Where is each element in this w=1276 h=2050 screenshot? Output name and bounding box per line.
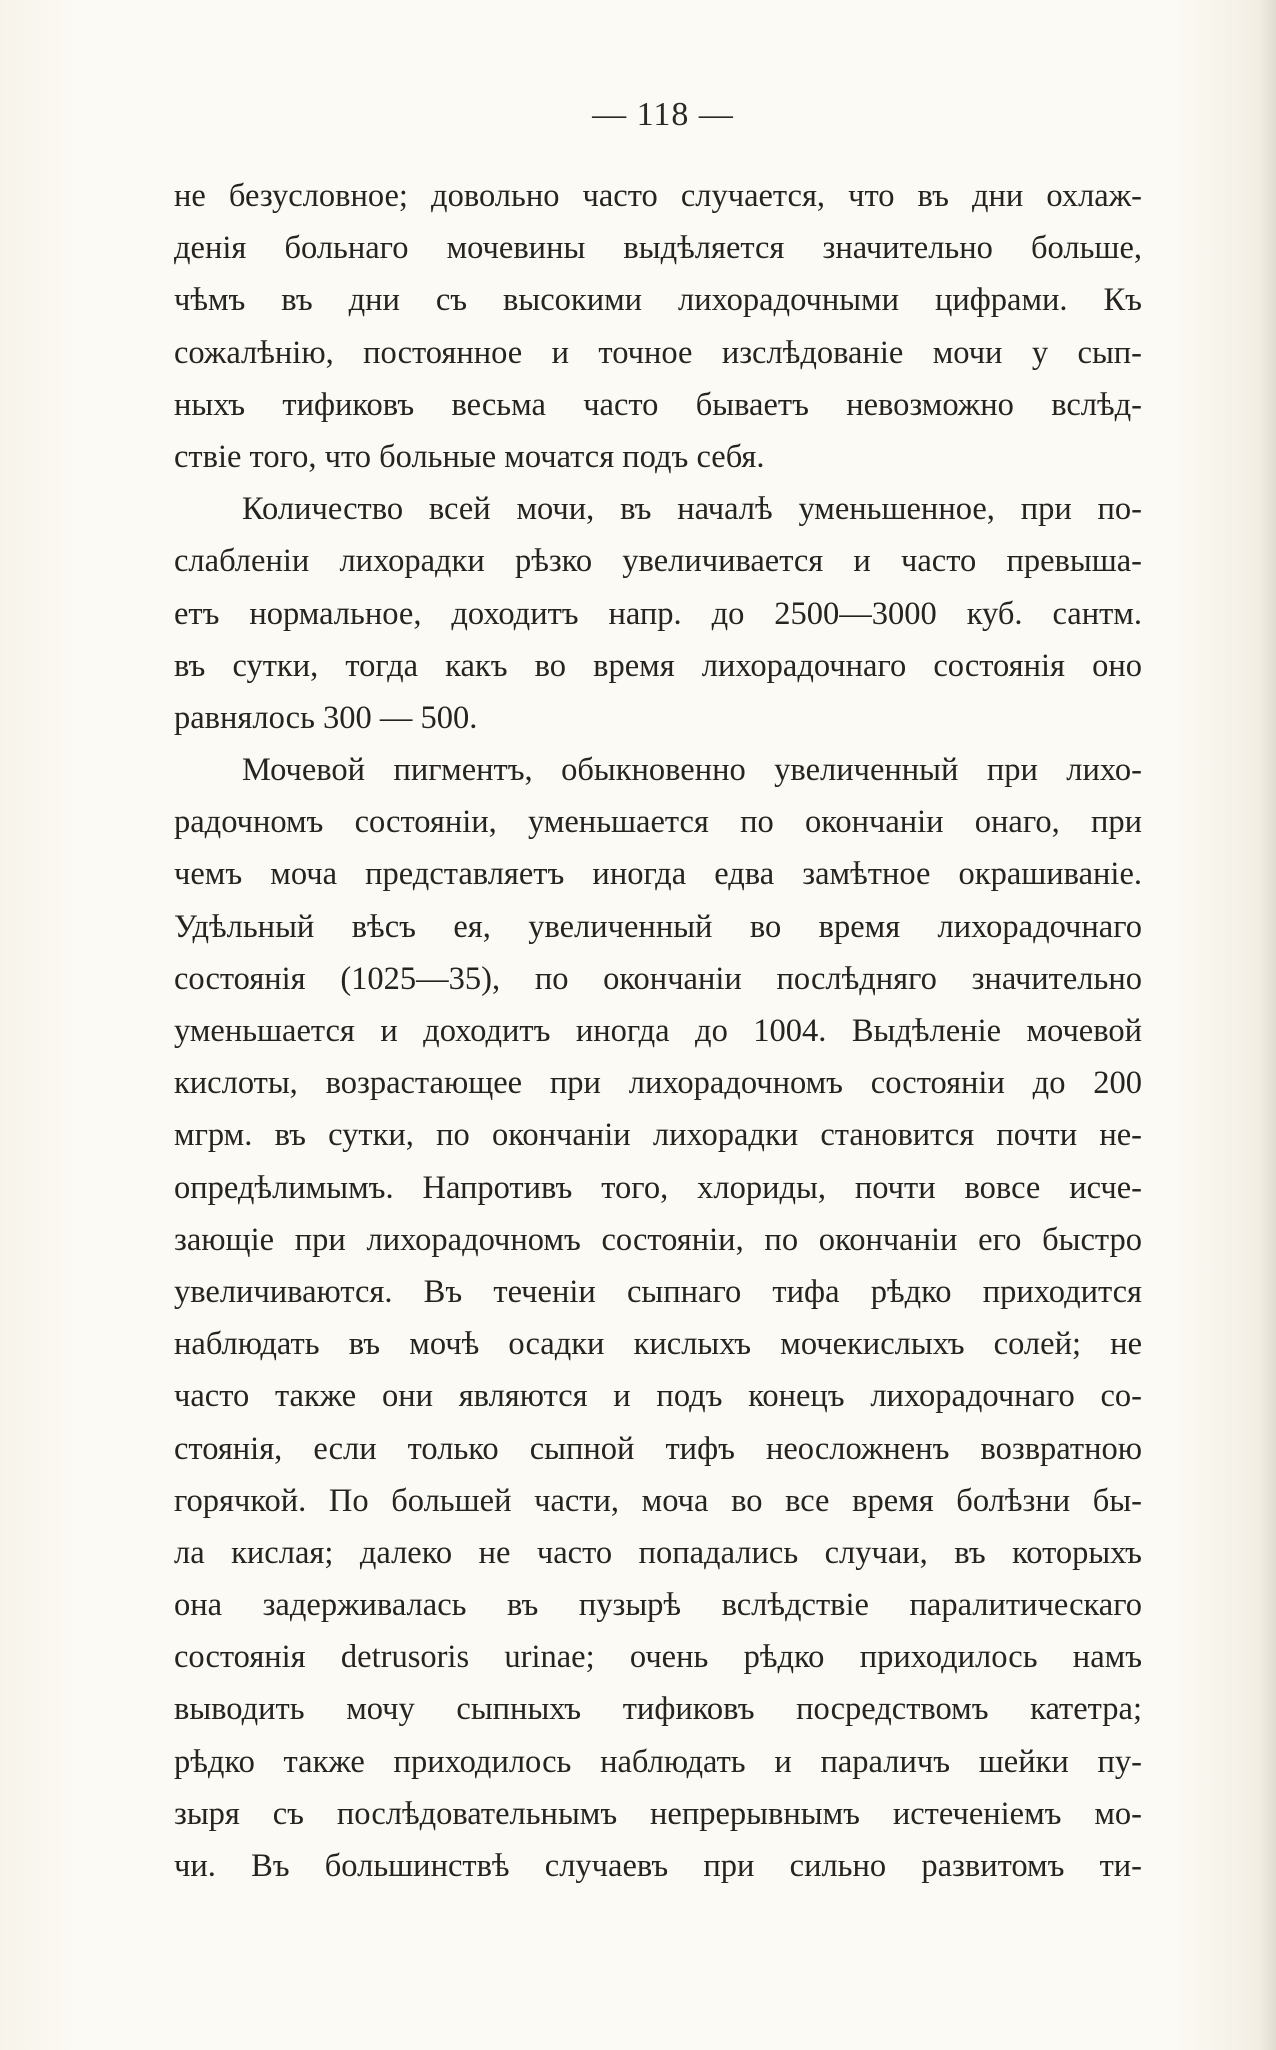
text-line: Мочевой пигментъ, обыкновенно увеличенный при лихо- xyxy=(242,752,1142,789)
text-line: зыря съ послѣдовательнымъ непрерывнымъ истеченіемъ мо- xyxy=(174,1795,1142,1832)
text-line: состоянія (1025—35), по окончаніи послѣдняго значительно xyxy=(174,960,1142,997)
text-line: Удѣльный вѣсъ ея, увеличенный во время лихорадочнаго xyxy=(174,908,1142,945)
body-text xyxy=(174,170,1142,1892)
text-line: кислоты, возрастающее при лихорадочномъ состояніи до 200 xyxy=(174,1065,1142,1102)
text-line: наблюдать въ мочѣ осадки кислыхъ мочекислыхъ солей; не xyxy=(174,1326,1142,1363)
text-line: состоянія detrusoris urinae; очень рѣдко приходилось намъ xyxy=(174,1639,1142,1676)
text-line: етъ нормальное, доходитъ напр. до 2500—3000 куб. сантм. xyxy=(174,595,1142,632)
text-line: уменьшается и доходитъ иногда до 1004. Выдѣленіе мочевой xyxy=(174,1013,1142,1049)
text-line: ныхъ тификовъ весьма часто бываетъ невозможно вслѣд- xyxy=(174,386,1142,423)
text-line: часто также они являются и подъ конецъ лихорадочнаго со- xyxy=(174,1378,1142,1415)
text-line: денія больнаго мочевины выдѣляется значительно больше, xyxy=(174,230,1142,267)
text-line: горячкой. По большей части, моча во все время болѣзни бы- xyxy=(174,1482,1142,1519)
text-line: выводить мочу сыпныхъ тификовъ посредствомъ катетра; xyxy=(174,1691,1142,1728)
page-number: — 118 — xyxy=(592,96,734,133)
text-line: зающіе при лихорадочномъ состояніи, по окончаніи его быстро xyxy=(174,1221,1142,1258)
text-line: она задерживалась въ пузырѣ вслѣдствіе паралитическаго xyxy=(174,1587,1142,1624)
text-line: равнялось 300 — 500. xyxy=(174,699,478,736)
text-line: ла кислая; далеко не часто попадались случаи, въ которыхъ xyxy=(174,1534,1142,1571)
text-line: мгрм. въ сутки, по окончаніи лихорадки становится почти не- xyxy=(174,1117,1142,1154)
text-line: чемъ моча представляетъ иногда едва замѣтное окрашиваніе. xyxy=(174,856,1142,893)
text-line: увеличиваются. Въ теченіи сыпнаго тифа рѣдко приходится xyxy=(174,1273,1142,1310)
text-line: стоянія, если только сыпной тифъ неосложненъ возвратною xyxy=(174,1430,1142,1467)
text-line: ствіе того, что больные мочатся подъ себя. xyxy=(174,438,765,475)
text-line: чѣмъ въ дни съ высокими лихорадочными цифрами. Къ xyxy=(174,282,1142,319)
text-line: сожалѣнію, постоянное и точное изслѣдованіе мочи у сып- xyxy=(174,334,1142,371)
text-line: опредѣлимымъ. Напротивъ того, хлориды, почти вовсе исче- xyxy=(174,1169,1142,1206)
text-line: рѣдко также приходилось наблюдать и параличъ шейки пу- xyxy=(174,1743,1142,1780)
text-line: слабленіи лихорадки рѣзко увеличивается и часто превыша- xyxy=(174,543,1142,580)
text-line: въ сутки, тогда какъ во время лихорадочнаго состоянія оно xyxy=(174,647,1142,684)
text-line: не безусловное; довольно часто случается, что въ дни охлаж- xyxy=(174,178,1142,214)
page-edge-shadow xyxy=(1258,0,1276,2050)
text-line: радочномъ состояніи, уменьшается по окончаніи онаго, при xyxy=(174,804,1142,841)
text-line: Количество всей мочи, въ началѣ уменьшенное, при по- xyxy=(242,491,1142,528)
text-line: чи. Въ большинствѣ случаевъ при сильно развитомъ ти- xyxy=(174,1848,1142,1884)
